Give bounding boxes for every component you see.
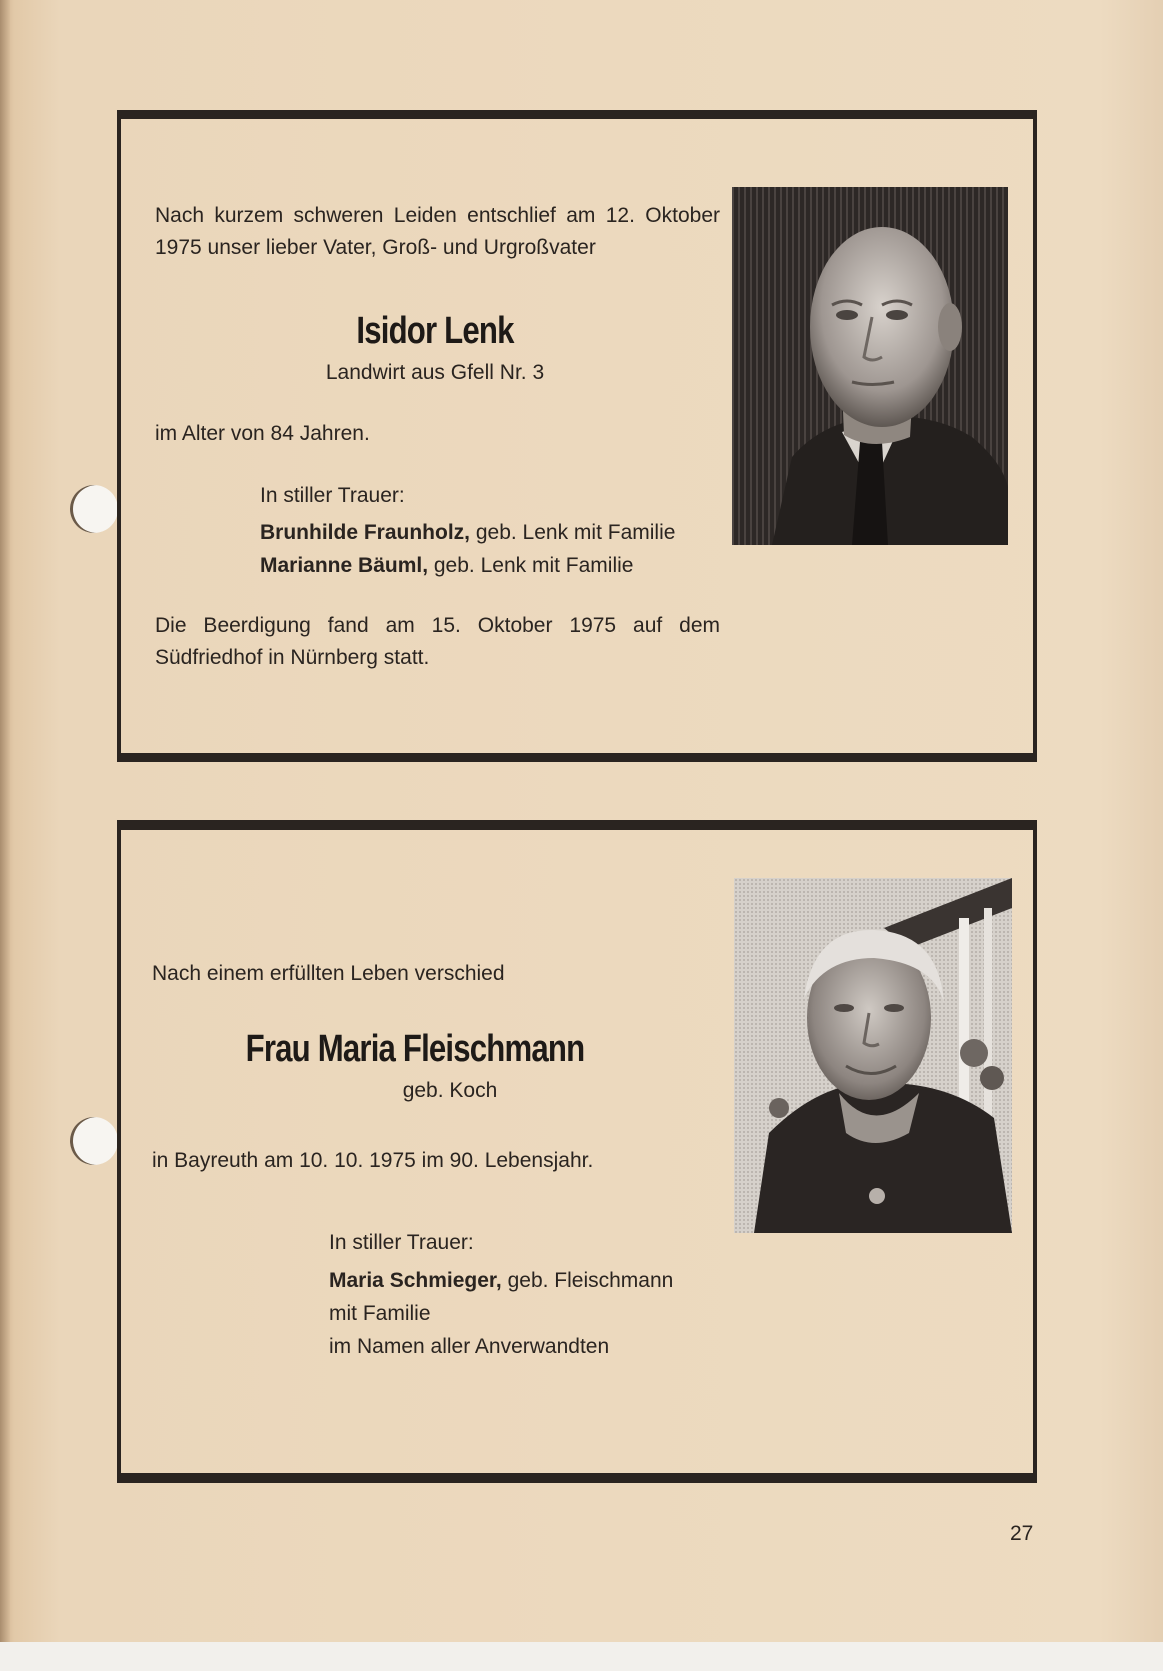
deceased-occupation: Landwirt aus Gfell Nr. 3: [325, 361, 545, 384]
portrait-woman-icon: [734, 878, 1012, 1233]
book-spine: [0, 0, 10, 1671]
mourning-label: In stiller Trauer:: [329, 1231, 474, 1254]
death-place-date: in Bayreuth am 10. 10. 1975 im 90. Lebensjahr.: [152, 1149, 594, 1172]
page-number: 27: [1010, 1522, 1034, 1545]
deceased-age: im Alter von 84 Jahren.: [155, 422, 370, 445]
mourner-detail: geb. Lenk mit Familie: [428, 554, 634, 577]
portrait-man-icon: [732, 187, 1008, 545]
funeral-info: Die Beerdigung fand am 15. Oktober 1975 auf dem Südfriedhof in Nürnberg statt.: [155, 614, 720, 669]
scan-bottom-edge: [0, 1642, 1163, 1671]
portrait-photo-woman: [734, 878, 1012, 1233]
mourner-name: Maria Schmieger,: [329, 1269, 502, 1292]
deceased-maiden-name: geb. Koch: [402, 1079, 498, 1102]
mourner-detail: geb. Lenk mit Familie: [470, 521, 676, 544]
mourner-family: mit Familie: [329, 1302, 431, 1325]
punch-hole: [70, 485, 118, 533]
deceased-name: Isidor Lenk: [356, 310, 514, 352]
mourner-detail: geb. Fleischmann: [501, 1269, 674, 1292]
mourning-label: In stiller Trauer:: [260, 484, 405, 507]
notice-intro: Nach kurzem schweren Leiden entschlief am 12. Oktober 1975 unser lieber Vater, Groß- und Urgroßvater: [155, 204, 720, 259]
mourner-name: Brunhilde Fraunholz,: [260, 521, 470, 544]
mourner-line: [260, 550, 780, 582]
mourner-line: [260, 517, 780, 549]
punch-hole: [70, 1117, 118, 1165]
mourner-name: Marianne Bäuml,: [260, 554, 429, 577]
portrait-photo-man: [732, 187, 1008, 545]
deceased-name: Frau Maria Fleischmann: [245, 1028, 585, 1070]
mourner-relatives: im Namen aller Anverwandten: [329, 1335, 610, 1358]
notice-intro: Nach einem erfüllten Leben verschied: [152, 962, 505, 985]
mourner-line: [329, 1265, 779, 1297]
